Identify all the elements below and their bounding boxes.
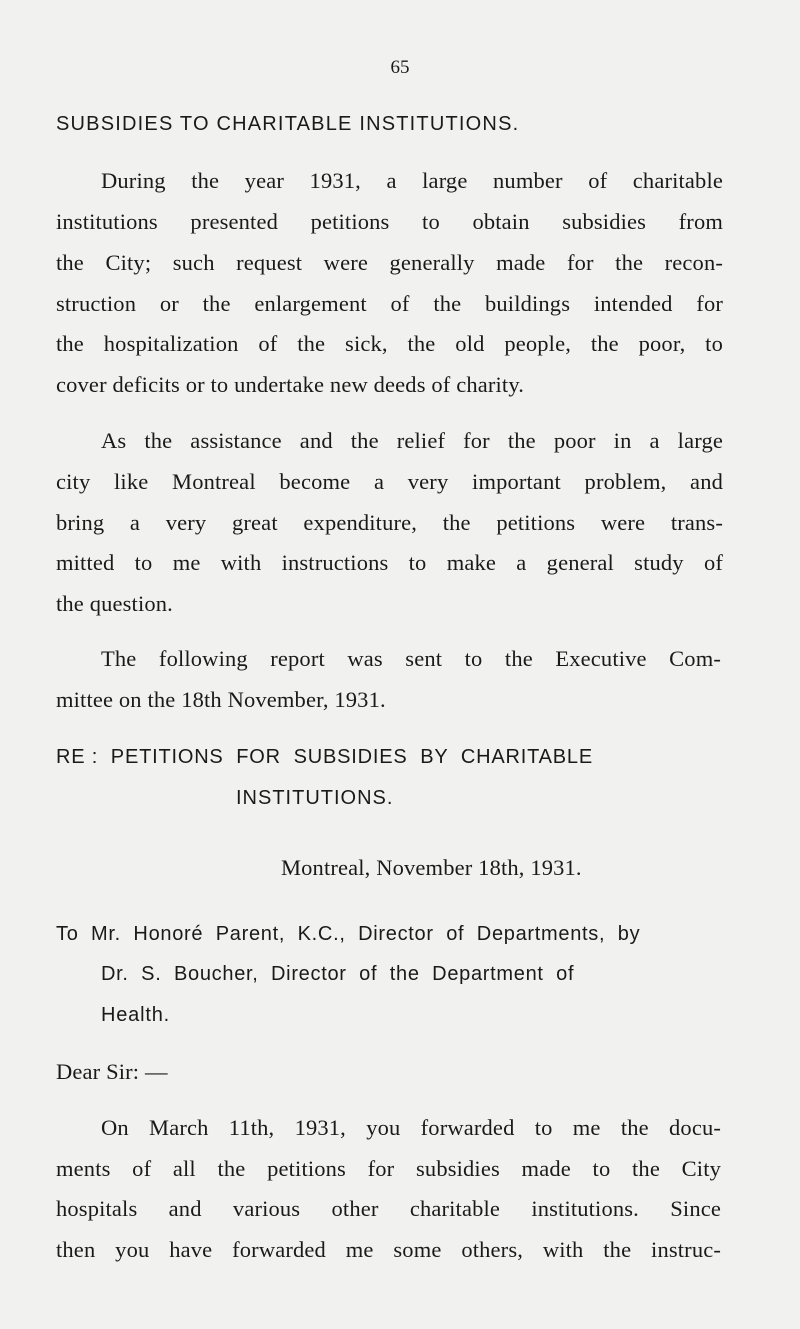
paragraph-1-line: institutions presented petitions to obtain subsidies from [56, 209, 723, 234]
section-title: SUBSIDIES TO CHARITABLE INSTITUTIONS. [56, 113, 520, 135]
re-heading-line-1: RE : PETITIONS FOR SUBSIDIES BY CHARITABLE [56, 746, 593, 768]
paragraph-3-line: mittee on the 18th November, 1931. [56, 687, 386, 712]
paragraph-4-line: hospitals and various other charitable institutions. Since [56, 1196, 721, 1221]
salutation: Dear Sir: — [56, 1059, 168, 1084]
paragraph-4-line: On March 11th, 1931, you forwarded to me the docu- [101, 1115, 721, 1140]
paragraph-1-line: During the year 1931, a large number of charitable [101, 168, 723, 193]
paragraph-4-line: then you have forwarded me some others, with the instruc- [56, 1237, 721, 1262]
address-line-1: To Mr. Honoré Parent, K.C., Director of Departments, by [56, 923, 641, 945]
paragraph-2-line: the question. [56, 591, 173, 616]
page-number: 65 [390, 57, 410, 78]
paragraph-3-line: The following report was sent to the Executive Com- [101, 646, 721, 671]
address-line-3: Health. [101, 1004, 170, 1026]
paragraph-1-line: cover deficits or to undertake new deeds of charity. [56, 372, 525, 397]
re-heading-line-2: INSTITUTIONS. [236, 787, 394, 809]
paragraph-1-line: the hospitalization of the sick, the old people, the poor, to [56, 331, 723, 356]
paragraph-2-line: mitted to me with instructions to make a general study of [56, 550, 723, 575]
address-line-2: Dr. S. Boucher, Director of the Department of [101, 963, 575, 985]
paragraph-4-line: ments of all the petitions for subsidies made to the City [56, 1156, 721, 1181]
paragraph-1-line: the City; such request were generally made for the recon- [56, 250, 723, 275]
paragraph-2-line: bring a very great expenditure, the petitions were trans- [56, 510, 723, 535]
paragraph-2-line: city like Montreal become a very important problem, and [56, 469, 723, 494]
paragraph-2-line: As the assistance and the relief for the poor in a large [101, 428, 723, 453]
dateline: Montreal, November 18th, 1931. [281, 855, 582, 880]
paragraph-1-line: struction or the enlargement of the buildings intended for [56, 291, 723, 316]
